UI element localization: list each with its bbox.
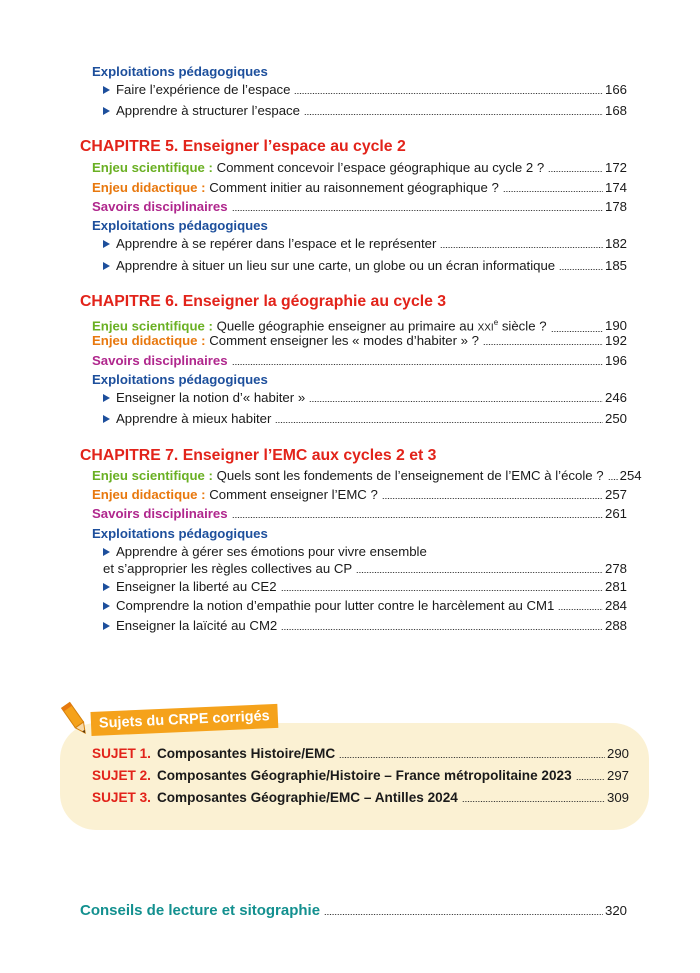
triangle-bullet-icon xyxy=(103,86,110,94)
dot-leader xyxy=(232,209,603,212)
toc-entry[interactable] xyxy=(103,389,627,407)
enjeu-scientifique-label: Enjeu scientifique : xyxy=(92,468,213,483)
page-number: 182 xyxy=(604,236,627,251)
subject-number: SUJET 3. xyxy=(92,790,151,805)
dot-leader xyxy=(281,628,603,631)
page-number: 297 xyxy=(606,768,629,783)
dot-leader xyxy=(548,170,603,173)
entry-label: Enseigner la liberté au CE2 xyxy=(116,579,277,594)
toc-entry-first-line[interactable] xyxy=(103,543,427,561)
subject-title: Composantes Histoire/EMC xyxy=(156,746,336,761)
century-superscript: e xyxy=(493,318,499,327)
page-number: 261 xyxy=(604,506,627,521)
page-number: 185 xyxy=(604,258,627,273)
toc-entry[interactable] xyxy=(103,597,627,615)
toc-entry[interactable] xyxy=(103,617,627,635)
dot-leader xyxy=(608,478,618,481)
crpe-subject-entry[interactable] xyxy=(92,789,629,807)
entry-label: Quelle géographie enseigner au primaire au xyxy=(216,318,474,334)
dot-leader xyxy=(503,190,603,193)
page-number: 246 xyxy=(604,390,627,405)
crpe-subject-entry[interactable] xyxy=(92,745,629,763)
page-number: 309 xyxy=(606,790,629,805)
toc-entry[interactable] xyxy=(103,410,627,428)
savoirs-label: Savoirs disciplinaires xyxy=(92,353,228,368)
page-number: 196 xyxy=(604,353,627,368)
triangle-bullet-icon xyxy=(103,622,110,630)
triangle-bullet-icon xyxy=(103,602,110,610)
entry-label: Enseigner la laïcité au CM2 xyxy=(116,618,278,633)
page-number: 278 xyxy=(604,561,627,576)
entry-label: Enseigner la notion d’« habiter » xyxy=(116,390,306,405)
page-number: 257 xyxy=(604,487,627,502)
toc-entry[interactable] xyxy=(103,257,627,275)
toc-entry[interactable] xyxy=(103,578,627,596)
page-number: 168 xyxy=(604,103,627,118)
exploitations-heading: Exploitations pédagogiques xyxy=(92,372,268,387)
dot-leader xyxy=(304,113,603,116)
entry-label: Apprendre à mieux habiter xyxy=(116,411,272,426)
dot-leader xyxy=(440,246,603,249)
triangle-bullet-icon xyxy=(103,583,110,591)
page-number: 192 xyxy=(604,333,627,348)
enjeu-didactique-label: Enjeu didactique : xyxy=(92,180,206,195)
toc-entry[interactable] xyxy=(103,235,627,253)
dot-leader xyxy=(382,497,603,500)
toc-entry[interactable] xyxy=(92,505,627,523)
triangle-bullet-icon xyxy=(103,262,110,270)
page-number: 320 xyxy=(604,903,627,918)
enjeu-scientifique-label: Enjeu scientifique : xyxy=(92,160,213,175)
entry-label: Comment enseigner les « modes d’habiter » ? xyxy=(209,333,480,348)
entry-label: Apprendre à gérer ses émotions pour vivre ensemble xyxy=(116,544,427,559)
entry-label: Faire l’expérience de l’espace xyxy=(116,82,291,97)
page-number: 190 xyxy=(604,318,627,334)
subject-number: SUJET 2. xyxy=(92,768,151,783)
page-number: 178 xyxy=(604,199,627,214)
dot-leader xyxy=(462,800,605,803)
enjeu-didactique-label: Enjeu didactique : xyxy=(92,333,206,348)
toc-entry[interactable] xyxy=(92,467,642,485)
toc-entry[interactable] xyxy=(103,81,627,99)
chapter-5-title[interactable]: CHAPITRE 5. Enseigner l’espace au cycle 2 xyxy=(80,138,406,155)
toc-entry[interactable] xyxy=(103,560,627,578)
toc-entry[interactable] xyxy=(92,352,627,370)
entry-label: Quels sont les fondements de l’enseignement de l’EMC à l’école ? xyxy=(216,468,604,483)
enjeu-didactique-label: Enjeu didactique : xyxy=(92,487,206,502)
entry-label: Apprendre à se repérer dans l’espace et le représenter xyxy=(116,236,437,251)
page-number: 250 xyxy=(604,411,627,426)
chapter-6-title[interactable]: CHAPITRE 6. Enseigner la géographie au cycle 3 xyxy=(80,293,447,310)
exploitations-heading: Exploitations pédagogiques xyxy=(92,64,268,79)
subject-number: SUJET 1. xyxy=(92,746,151,761)
page-number: 288 xyxy=(604,618,627,633)
entry-label: Comment enseigner l’EMC ? xyxy=(209,487,378,502)
pencil-icon xyxy=(60,700,92,740)
entry-label: Apprendre à situer un lieu sur une carte, un globe ou un écran informatique xyxy=(116,258,556,273)
savoirs-label: Savoirs disciplinaires xyxy=(92,199,228,214)
page-number: 290 xyxy=(606,746,629,761)
century-numeral: XXI xyxy=(477,322,494,334)
exploitations-heading: Exploitations pédagogiques xyxy=(92,218,268,233)
savoirs-label: Savoirs disciplinaires xyxy=(92,506,228,521)
triangle-bullet-icon xyxy=(103,240,110,248)
subject-title: Composantes Géographie/Histoire – France métropolitaine 2023 xyxy=(156,768,572,783)
dot-leader xyxy=(558,608,603,611)
page-number: 284 xyxy=(604,598,627,613)
entry-label: et s’approprier les règles collectives au CP xyxy=(103,561,353,576)
page-number: 172 xyxy=(604,160,627,175)
entry-label: Comment concevoir l’espace géographique au cycle 2 ? xyxy=(216,160,545,175)
dot-leader xyxy=(294,92,603,95)
triangle-bullet-icon xyxy=(103,415,110,423)
triangle-bullet-icon xyxy=(103,548,110,556)
subject-title: Composantes Géographie/EMC – Antilles 2024 xyxy=(156,790,458,805)
dot-leader xyxy=(559,268,603,271)
toc-entry-conseils[interactable] xyxy=(80,902,627,920)
entry-label: siècle ? xyxy=(501,318,547,334)
triangle-bullet-icon xyxy=(103,107,110,115)
dot-leader xyxy=(309,400,603,403)
dot-leader xyxy=(275,421,603,424)
dot-leader xyxy=(339,756,605,759)
dot-leader xyxy=(356,571,603,574)
toc-entry[interactable] xyxy=(92,332,627,350)
page-number: 281 xyxy=(604,579,627,594)
conseils-label: Conseils de lecture et sitographie xyxy=(80,902,321,919)
exploitations-heading: Exploitations pédagogiques xyxy=(92,526,268,541)
dot-leader xyxy=(232,516,603,519)
toc-entry[interactable] xyxy=(92,179,627,197)
page-number: 166 xyxy=(604,82,627,97)
dot-leader xyxy=(232,363,603,366)
toc-entry[interactable] xyxy=(103,102,627,120)
page-number: 174 xyxy=(604,180,627,195)
dot-leader xyxy=(483,343,603,346)
entry-label: Comment initier au raisonnement géographique ? xyxy=(209,180,499,195)
dot-leader xyxy=(281,589,603,592)
entry-label: Apprendre à structurer l’espace xyxy=(116,103,300,118)
crpe-subject-entry[interactable] xyxy=(92,767,629,785)
dot-leader xyxy=(324,913,603,916)
page-number: 254 xyxy=(619,468,642,483)
entry-label: Comprendre la notion d’empathie pour lutter contre le harcèlement au CM1 xyxy=(116,598,555,613)
toc-entry[interactable] xyxy=(92,198,627,216)
crpe-tag-label: Sujets du CRPE corrigés xyxy=(90,704,278,736)
dot-leader xyxy=(576,778,605,781)
toc-entry[interactable] xyxy=(92,159,627,177)
triangle-bullet-icon xyxy=(103,394,110,402)
enjeu-scientifique-label: Enjeu scientifique : xyxy=(92,318,213,334)
toc-entry[interactable] xyxy=(92,486,627,504)
chapter-7-title[interactable]: CHAPITRE 7. Enseigner l’EMC aux cycles 2 et 3 xyxy=(80,447,437,464)
